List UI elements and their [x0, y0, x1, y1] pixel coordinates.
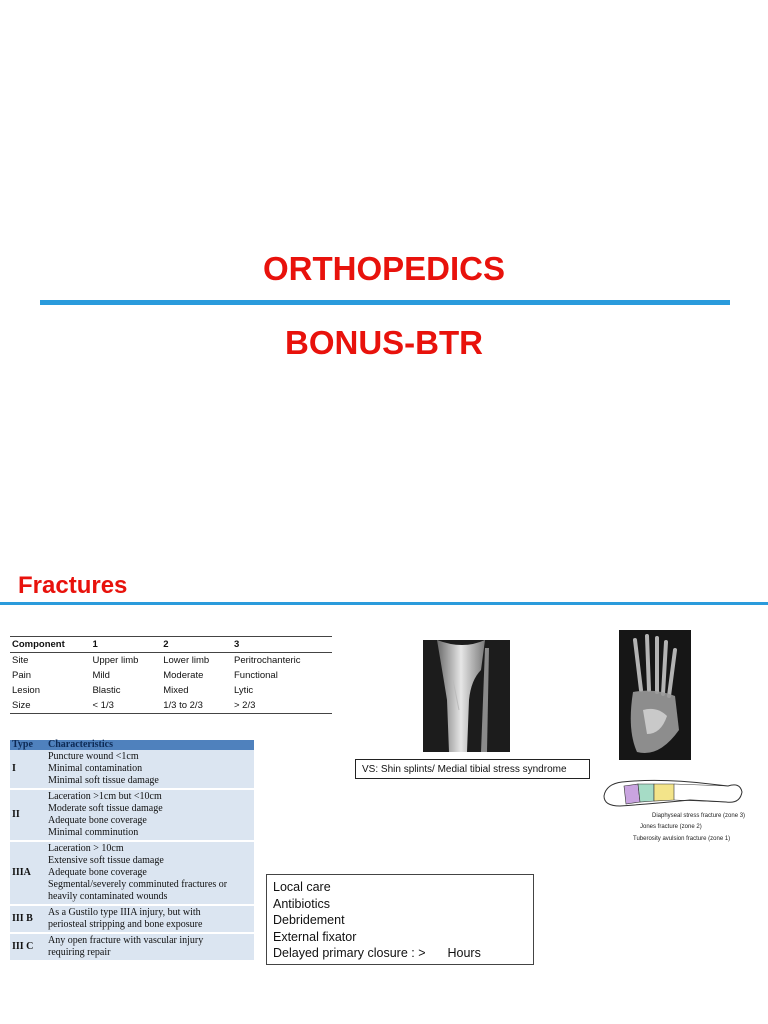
- characteristic-line: Any open fracture with vascular injury: [48, 935, 204, 946]
- characteristic-line: Laceration >1cm but <10cm: [48, 791, 162, 802]
- section-heading: Fractures: [18, 572, 128, 599]
- management-item: [273, 945, 527, 962]
- characteristic-line: Minimal comminution: [48, 827, 139, 838]
- differential-diagnosis-box: VS: Shin splints/ Medial tibial stress syndrome: [355, 759, 590, 779]
- table-row: [10, 789, 254, 841]
- characteristic-line: requiring repair: [48, 947, 111, 958]
- title-divider: [40, 300, 730, 305]
- table-cell: < 1/3: [90, 698, 161, 714]
- table-cell: Site: [12, 655, 29, 666]
- table-cell: Upper limb: [92, 655, 139, 666]
- characteristic-line: Minimal contamination: [48, 763, 143, 774]
- table-cell: Blastic: [92, 685, 121, 696]
- column-header: 3: [232, 637, 332, 653]
- table-cell: Lesion: [12, 685, 40, 696]
- characteristic-line: As a Gustilo type IIIA injury, but with: [48, 907, 201, 918]
- foot-xray-image: [619, 630, 691, 760]
- table-cell: Functional: [234, 670, 278, 681]
- fifth-metatarsal-zone-diagram: [600, 770, 768, 850]
- management-item: Antibiotics: [273, 896, 330, 911]
- characteristics-cell: [46, 789, 254, 841]
- table-row: [10, 905, 254, 933]
- closure-label: Delayed primary closure : >: [273, 946, 426, 960]
- column-header: 1: [90, 637, 161, 653]
- characteristics-cell: [46, 841, 254, 905]
- table-cell: Peritrochanteric: [234, 655, 301, 666]
- table-cell: Moderate: [163, 670, 204, 681]
- table-row: [10, 841, 254, 905]
- closure-unit: Hours: [447, 946, 481, 960]
- type-cell: III B: [10, 905, 46, 933]
- characteristic-line: Minimal soft tissue damage: [48, 775, 159, 786]
- tibia-xray-image: [423, 640, 510, 752]
- characteristic-line: Puncture wound <1cm: [48, 751, 139, 762]
- table-cell: Pain: [12, 670, 32, 681]
- mirels-component-table: [10, 636, 332, 714]
- column-header: Component: [10, 637, 90, 653]
- foot-outline-icon: [600, 770, 768, 810]
- table-cell: Size: [10, 698, 90, 714]
- characteristic-line: Extensive soft tissue damage: [48, 855, 164, 866]
- table-row: [10, 750, 254, 789]
- characteristics-cell: [46, 933, 254, 961]
- zone1-label: Tuberosity avulsion fracture (zone 1): [633, 836, 731, 842]
- characteristics-cell: [46, 750, 254, 789]
- type-cell: II: [10, 789, 46, 841]
- slide-subtitle: BONUS-BTR: [285, 324, 483, 361]
- table-cell: Lytic: [234, 685, 254, 696]
- table-row: [10, 698, 332, 714]
- heading-divider: [0, 602, 768, 605]
- table-cell: 1/3 to 2/3: [161, 698, 232, 714]
- gustilo-classification-table: [10, 740, 254, 962]
- open-fracture-management-box: [266, 874, 534, 965]
- characteristic-line: periosteal stripping and bone exposure: [48, 919, 203, 930]
- characteristic-line: heavily contaminated wounds: [48, 891, 168, 902]
- table-cell: Lower limb: [163, 655, 210, 666]
- column-header: Characteristics: [46, 740, 254, 750]
- management-item: External fixator: [273, 929, 357, 944]
- characteristic-line: Segmental/severely comminuted fractures or: [48, 879, 228, 890]
- table-cell: Mild: [92, 670, 110, 681]
- zone3-label: Diaphyseal stress fracture (zone 3): [652, 813, 746, 819]
- table-cell: Mixed: [163, 685, 189, 696]
- management-item: Local care: [273, 880, 331, 894]
- table-cell: > 2/3: [232, 698, 332, 714]
- table-row: [10, 668, 332, 683]
- characteristic-line: Adequate bone coverage: [48, 815, 147, 826]
- characteristics-cell: [46, 905, 254, 933]
- type-cell: I: [10, 750, 46, 789]
- zone2-label: Jones fracture (zone 2): [640, 824, 702, 830]
- table-row: [10, 683, 332, 698]
- type-cell: IIIA: [10, 841, 46, 905]
- characteristic-line: Adequate bone coverage: [48, 867, 147, 878]
- slide-title: ORTHOPEDICS: [262, 250, 506, 287]
- type-cell: III C: [10, 933, 46, 961]
- table-row: [10, 933, 254, 961]
- column-header: 2: [161, 637, 232, 653]
- characteristic-line: Laceration > 10cm: [48, 843, 124, 854]
- characteristic-line: Moderate soft tissue damage: [48, 803, 163, 814]
- table-row: [10, 653, 332, 669]
- column-header: Type: [10, 740, 46, 750]
- management-item: Debridement: [273, 913, 345, 927]
